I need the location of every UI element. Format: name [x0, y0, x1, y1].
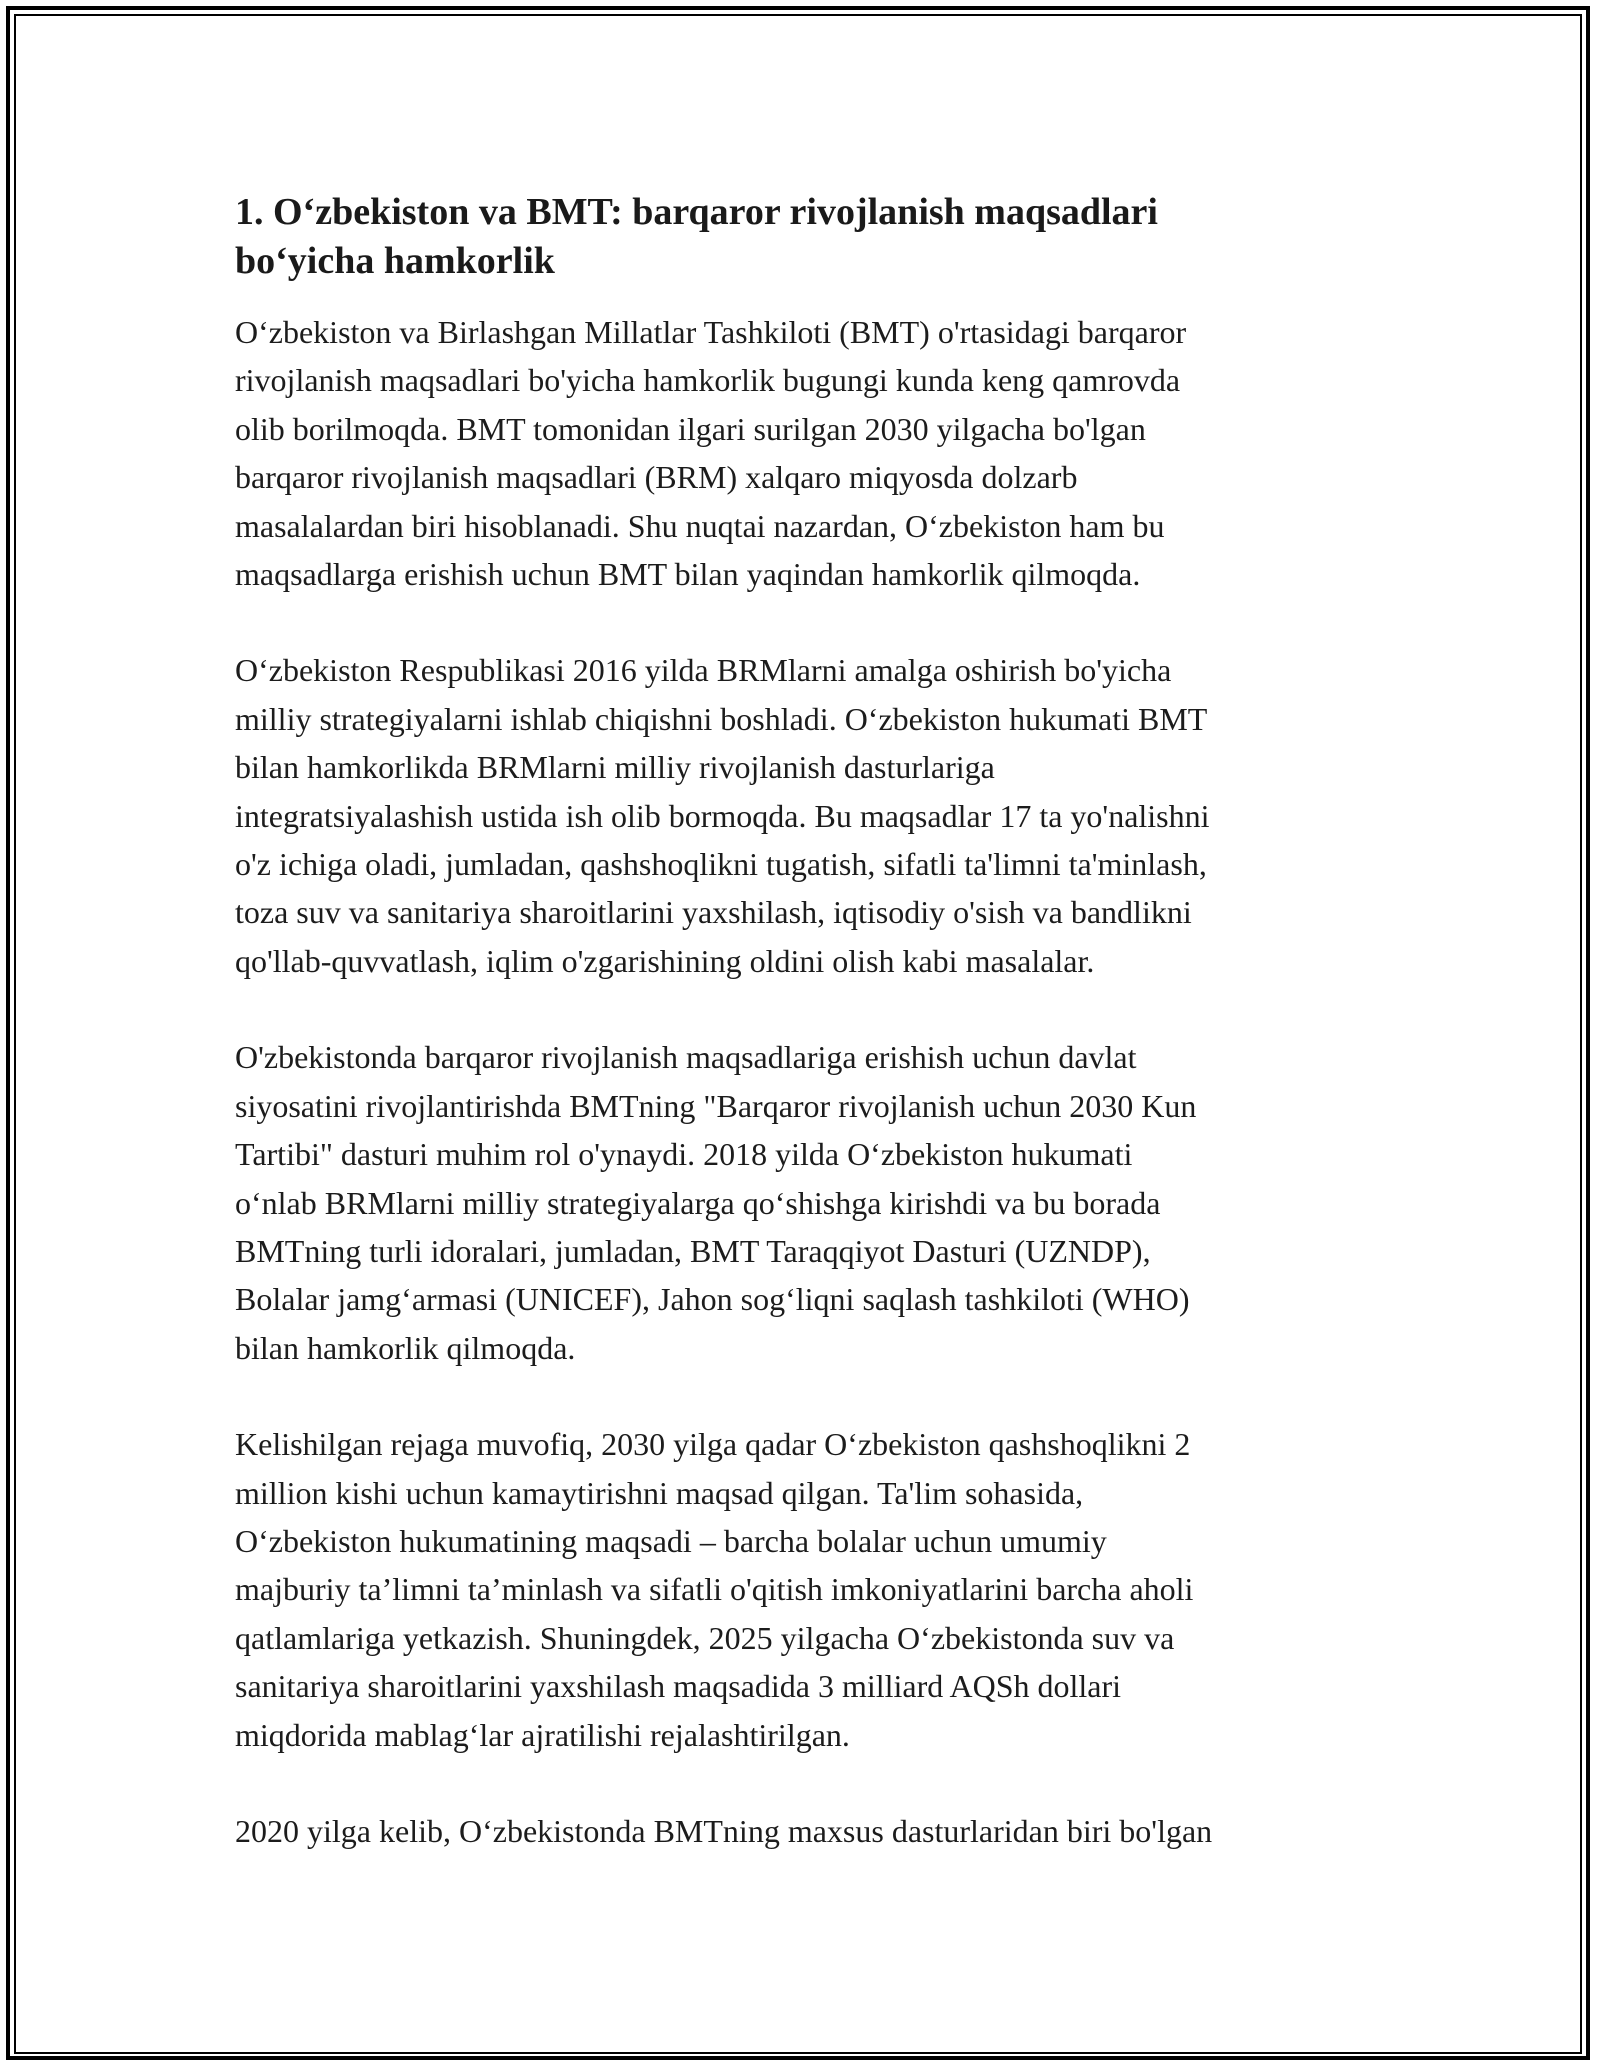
paragraph-line: Bolalar jamg‘armasi (UNICEF), Jahon sog‘liqni saqlash tashkiloti (WHO)	[235, 1281, 1190, 1318]
paragraph-line: miqdorida mablag‘lar ajratilishi rejalashtirilgan.	[235, 1716, 850, 1753]
paragraph-line: toza suv va sanitariya sharoitlarini yaxshilash, iqtisodiy o'sish va bandlikni	[235, 894, 1192, 931]
paragraph-line: Kelishilgan rejaga muvofiq, 2030 yilga qadar O‘zbekiston qashshoqlikni 2	[235, 1426, 1191, 1463]
paragraph-line: O‘zbekiston hukumatining maqsadi – barcha bolalar uchun umumiy	[235, 1522, 1107, 1559]
paragraph-line: siyosatini rivojlantirishda BMTning "Barqaror rivojlanish uchun 2030 Kun	[235, 1087, 1197, 1124]
paragraph-line: million kishi uchun kamaytirishni maqsad qilgan. Ta'lim sohasida,	[235, 1474, 1084, 1511]
paragraph-line: olib borilmoqda. BMT tomonidan ilgari surilgan 2030 yilgacha bo'lgan	[235, 410, 1146, 447]
document-body	[235, 188, 1375, 1855]
paragraph-line: integratsiyalashish ustida ish olib bormoqda. Bu maqsadlar 17 ta yo'nalishni	[235, 797, 1210, 834]
paragraph-2	[235, 646, 1375, 985]
paragraph-4	[235, 1420, 1375, 1759]
paragraph-line: majburiy ta’limni ta’minlash va sifatli o'qitish imkoniyatlarini barcha aholi	[235, 1571, 1194, 1608]
paragraph-line: qo'llab-quvvatlash, iqlim o'zgarishining oldini olish kabi masalalar.	[235, 942, 1095, 979]
paragraph-line: rivojlanish maqsadlari bo'yicha hamkorlik bugungi kunda keng qamrovda	[235, 362, 1181, 399]
paragraph-line: maqsadlarga erishish uchun BMT bilan yaqindan hamkorlik qilmoqda.	[235, 556, 1141, 593]
paragraph-line: O‘zbekiston va Birlashgan Millatlar Tashkiloti (BMT) o'rtasidagi barqaror	[235, 314, 1187, 350]
paragraph-line: Tartibi" dasturi muhim rol o'ynaydi. 2018 yilda O‘zbekiston hukumati	[235, 1136, 1133, 1173]
paragraph-5	[235, 1807, 1375, 1855]
paragraph-line: BMTning turli idoralari, jumladan, BMT Taraqqiyot Dasturi (UZNDP),	[235, 1232, 1151, 1269]
paragraph-1	[235, 308, 1375, 598]
paragraph-3	[235, 1033, 1375, 1372]
paragraph-line: masalalardan biri hisoblanadi. Shu nuqtai nazardan, O‘zbekiston ham bu	[235, 507, 1165, 544]
paragraph-line: O‘zbekiston Respublikasi 2016 yilda BRMlarni amalga oshirish bo'yicha	[235, 652, 1172, 689]
paragraph-line: milliy strategiyalarni ishlab chiqishni boshladi. O‘zbekiston hukumati BMT	[235, 700, 1208, 737]
paragraph-line: qatlamlariga yetkazish. Shuningdek, 2025 yilgacha O‘zbekistonda suv va	[235, 1619, 1175, 1656]
paragraph-line: o‘nlab BRMlarni milliy strategiyalarga qo‘shishga kirishdi va bu borada	[235, 1184, 1161, 1221]
paragraph-line: sanitariya sharoitlarini yaxshilash maqsadida 3 milliard AQSh dollari	[235, 1668, 1122, 1705]
paragraph-line: barqaror rivojlanish maqsadlari (BRM) xalqaro miqyosda dolzarb	[235, 459, 1078, 496]
section-heading: 1. O‘zbekiston va BMT: barqaror rivojlanish maqsadlari bo‘yicha hamkorlik	[235, 191, 1158, 282]
paragraph-line: 2020 yilga kelib, O‘zbekistonda BMTning maxsus dasturlaridan biri bo'lgan	[235, 1812, 1213, 1849]
paragraph-line: bilan hamkorlik qilmoqda.	[235, 1329, 576, 1366]
paragraph-line: bilan hamkorlikda BRMlarni milliy rivojlanish dasturlariga	[235, 749, 995, 786]
paragraph-line: O'zbekistonda barqaror rivojlanish maqsadlariga erishish uchun davlat	[235, 1039, 1137, 1076]
paragraph-line: o'z ichiga oladi, jumladan, qashshoqlikni tugatish, sifatli ta'limni ta'minlash,	[235, 846, 1207, 883]
